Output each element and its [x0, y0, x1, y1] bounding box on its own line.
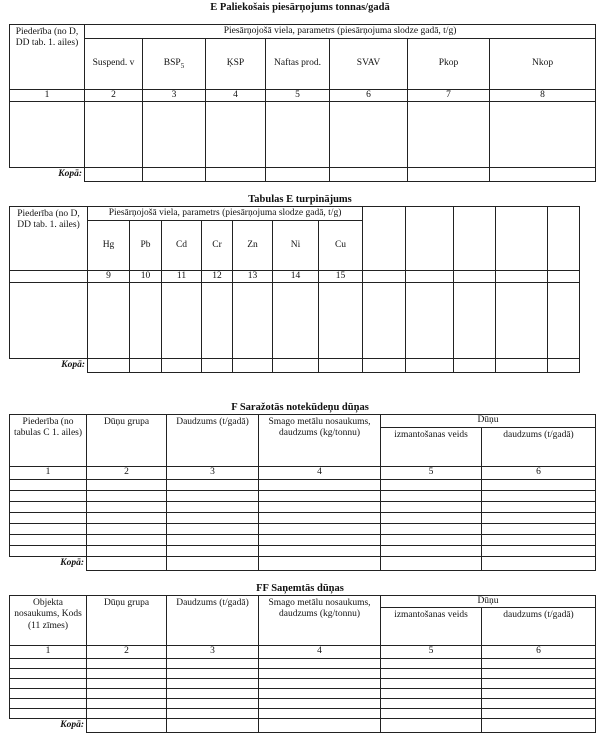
col-number: 1 [10, 467, 87, 480]
table-e-cont-header-cr: Cr [202, 221, 233, 271]
table-cell[interactable] [454, 283, 496, 359]
total-cell[interactable] [162, 359, 202, 373]
table-cell[interactable] [10, 513, 87, 524]
table-row[interactable] [10, 502, 596, 513]
table-cell[interactable] [167, 491, 259, 502]
total-cell[interactable] [85, 168, 143, 182]
table-e-cont [9, 206, 580, 373]
table-cell[interactable] [259, 535, 381, 546]
table-cell[interactable] [202, 283, 233, 359]
table-cell[interactable] [167, 480, 259, 491]
table-cell [496, 271, 548, 283]
table-cell[interactable] [496, 283, 548, 359]
table-row[interactable] [10, 658, 596, 668]
col-number: 12 [202, 271, 233, 283]
col-number: 6 [482, 467, 596, 480]
total-cell[interactable] [408, 168, 490, 182]
table-f-col3-header: Smago metālu nosaukums, daudzums (kg/tonnu) [259, 415, 381, 467]
table-cell[interactable] [406, 283, 454, 359]
table-e-cont-header-pb: Pb [130, 221, 162, 271]
total-cell[interactable] [88, 359, 130, 373]
col-number: 9 [88, 271, 130, 283]
total-label: Kopā: [60, 719, 84, 730]
total-cell[interactable] [167, 557, 259, 571]
table-e-header-ksp: ĶSP [206, 39, 266, 90]
total-cell[interactable] [143, 168, 206, 182]
total-label: Kopā: [58, 169, 82, 180]
total-cell[interactable] [548, 359, 580, 373]
table-cell [406, 271, 454, 283]
total-cell[interactable] [259, 718, 381, 732]
table-cell [10, 271, 88, 283]
table-f-col1-header: Dūņu grupa [87, 415, 167, 467]
table-cell[interactable] [259, 524, 381, 535]
table-cell[interactable] [259, 658, 381, 668]
table-cell[interactable] [10, 678, 87, 688]
table-cell[interactable] [259, 480, 381, 491]
table-cell[interactable] [167, 546, 259, 557]
total-cell[interactable] [406, 359, 454, 373]
table-e-cont-group-header: Piesārņojošā viela, parametrs (piesārņojuma slodze gadā, t/g) [88, 207, 363, 221]
table-cell[interactable] [259, 678, 381, 688]
col-number: 7 [408, 90, 490, 102]
table-cell[interactable] [87, 708, 167, 718]
table-cell[interactable] [482, 708, 596, 718]
table-e-cont-total-row [10, 359, 580, 373]
col-number: 11 [162, 271, 202, 283]
total-cell[interactable] [381, 718, 482, 732]
table-cell[interactable] [259, 708, 381, 718]
total-cell[interactable] [482, 557, 596, 571]
table-e-header-svav: SVAV [330, 39, 408, 90]
total-cell[interactable] [87, 718, 167, 732]
table-cell[interactable] [482, 491, 596, 502]
table-cell[interactable] [10, 491, 87, 502]
table-f-number-row [10, 467, 596, 480]
table-cell[interactable] [482, 524, 596, 535]
table-cell[interactable] [87, 502, 167, 513]
table-cell[interactable] [482, 688, 596, 698]
table-cell[interactable] [381, 658, 482, 668]
table-cell[interactable] [381, 678, 482, 688]
table-cell[interactable] [482, 480, 596, 491]
table-cell[interactable] [482, 546, 596, 557]
table-cell[interactable] [381, 535, 482, 546]
table-row[interactable] [10, 688, 596, 698]
table-e-data-row[interactable] [10, 102, 596, 168]
table-row[interactable] [10, 546, 596, 557]
total-cell[interactable] [206, 168, 266, 182]
col-number: 5 [381, 646, 482, 658]
table-cell[interactable] [10, 658, 87, 668]
total-cell[interactable] [266, 168, 330, 182]
total-cell[interactable] [87, 557, 167, 571]
col-number: 6 [330, 90, 408, 102]
table-cell[interactable] [548, 283, 580, 359]
table-ff-col0-header: Objekta nosaukums, Kods (11 zīmes) [10, 596, 87, 646]
table-cell[interactable] [454, 207, 496, 271]
table-cell[interactable] [167, 678, 259, 688]
total-cell[interactable] [319, 359, 363, 373]
table-cell[interactable] [87, 546, 167, 557]
table-cell[interactable] [408, 102, 490, 168]
table-cell[interactable] [363, 207, 406, 271]
col-number: 13 [233, 271, 273, 283]
table-cell[interactable] [87, 513, 167, 524]
table-e-cont-title: Tabulas E turpinājums [248, 194, 352, 205]
table-cell[interactable] [381, 708, 482, 718]
table-ff-col3-header: Smago metālu nosaukums, daudzums (kg/tonnu) [259, 596, 381, 646]
table-e-header-suspend: Suspend. v [85, 39, 143, 90]
total-cell[interactable] [233, 359, 273, 373]
col-number: 5 [266, 90, 330, 102]
table-cell[interactable] [381, 513, 482, 524]
table-cell[interactable] [167, 513, 259, 524]
table-cell[interactable] [330, 102, 408, 168]
table-cell[interactable] [87, 658, 167, 668]
table-cell[interactable] [206, 102, 266, 168]
table-cell[interactable] [381, 698, 482, 708]
table-cell[interactable] [363, 283, 406, 359]
col-number: 2 [87, 646, 167, 658]
table-cell[interactable] [162, 283, 202, 359]
table-cell[interactable] [266, 102, 330, 168]
table-cell[interactable] [381, 688, 482, 698]
table-cell [548, 271, 580, 283]
table-row[interactable] [10, 524, 596, 535]
table-ff-group-header: Dūņu [381, 596, 596, 608]
table-row[interactable] [10, 678, 596, 688]
table-cell[interactable] [406, 207, 454, 271]
table-ff-number-row [10, 646, 596, 658]
table-cell[interactable] [259, 502, 381, 513]
total-cell[interactable] [482, 718, 596, 732]
total-cell[interactable] [490, 168, 596, 182]
table-row[interactable] [10, 535, 596, 546]
table-cell[interactable] [381, 668, 482, 678]
table-cell[interactable] [167, 708, 259, 718]
table-f-col5-header: daudzums (t/gadā) [482, 428, 596, 467]
table-row[interactable] [10, 668, 596, 678]
total-cell[interactable] [167, 718, 259, 732]
table-row[interactable] [10, 698, 596, 708]
table-e-cont-header-cd: Cd [162, 221, 202, 271]
table-row[interactable] [10, 513, 596, 524]
table-cell[interactable] [87, 678, 167, 688]
table-f [9, 414, 596, 571]
total-label: Kopā: [61, 360, 85, 371]
table-cell [363, 271, 406, 283]
table-cell[interactable] [259, 491, 381, 502]
table-e-cont-header-ni: Ni [273, 221, 319, 271]
table-e-cont-number-row [10, 271, 580, 283]
total-cell[interactable] [454, 359, 496, 373]
table-cell[interactable] [482, 698, 596, 708]
col-number: 3 [143, 90, 206, 102]
col-number: 8 [490, 90, 596, 102]
table-e-header-pkop: Pkop [408, 39, 490, 90]
total-cell[interactable] [330, 168, 408, 182]
table-cell[interactable] [381, 480, 482, 491]
total-cell[interactable] [259, 557, 381, 571]
table-f-col0-header: Piederība (no tabulas C 1. ailes) [10, 415, 87, 467]
table-e-cont-header-zn: Zn [233, 221, 273, 271]
table-cell[interactable] [167, 524, 259, 535]
table-cell[interactable] [87, 524, 167, 535]
total-cell[interactable] [381, 557, 482, 571]
table-cell[interactable] [10, 546, 87, 557]
table-f-group-header: Dūņu [381, 415, 596, 428]
table-cell[interactable] [143, 102, 206, 168]
col-number: 10 [130, 271, 162, 283]
table-cell[interactable] [167, 535, 259, 546]
table-ff-total-row [10, 718, 596, 732]
table-cell[interactable] [482, 658, 596, 668]
table-cell[interactable] [482, 535, 596, 546]
table-cell[interactable] [10, 524, 87, 535]
table-cell[interactable] [87, 491, 167, 502]
table-e-cont-header-cu: Cu [319, 221, 363, 271]
col-number: 3 [167, 646, 259, 658]
table-cell[interactable] [87, 668, 167, 678]
table-cell[interactable] [87, 480, 167, 491]
table-cell[interactable] [130, 283, 162, 359]
col-number: 4 [259, 467, 381, 480]
total-cell[interactable] [363, 359, 406, 373]
table-cell[interactable] [10, 535, 87, 546]
table-cell [454, 271, 496, 283]
table-cell[interactable] [10, 708, 87, 718]
table-cell[interactable] [88, 283, 130, 359]
table-cell[interactable] [259, 668, 381, 678]
table-cell[interactable] [482, 668, 596, 678]
table-cell[interactable] [259, 513, 381, 524]
table-cell[interactable] [381, 524, 482, 535]
table-cell[interactable] [233, 283, 273, 359]
table-e-cont-data-row[interactable] [10, 283, 580, 359]
table-e-group-header: Piesārņojošā viela, parametrs (piesārņojuma slodze gadā, t/g) [85, 25, 596, 39]
table-e [9, 24, 596, 182]
total-label: Kopā: [60, 558, 84, 569]
table-f-title: F Saražotās notekūdeņu dūņas [231, 402, 369, 413]
table-cell[interactable] [10, 102, 85, 168]
table-cell[interactable] [496, 207, 548, 271]
col-number: 5 [381, 467, 482, 480]
table-cell[interactable] [167, 688, 259, 698]
table-cell[interactable] [482, 502, 596, 513]
col-number: 14 [273, 271, 319, 283]
col-number: 15 [319, 271, 363, 283]
table-cell[interactable] [10, 283, 88, 359]
table-cell[interactable] [167, 502, 259, 513]
table-e-number-row [10, 90, 596, 102]
table-cell[interactable] [167, 668, 259, 678]
total-cell[interactable] [130, 359, 162, 373]
total-cell[interactable] [202, 359, 233, 373]
table-row[interactable] [10, 480, 596, 491]
table-e-cont-header-hg: Hg [88, 221, 130, 271]
table-cell[interactable] [319, 283, 363, 359]
col-number: 2 [87, 467, 167, 480]
table-f-col2-header: Daudzums (t/gadā) [167, 415, 259, 467]
table-cell[interactable] [87, 688, 167, 698]
table-cell[interactable] [10, 688, 87, 698]
table-ff [9, 595, 596, 733]
table-cell[interactable] [167, 698, 259, 708]
table-ff-col1-header: Dūņu grupa [87, 596, 167, 646]
col-number: 6 [482, 646, 596, 658]
table-e-header-naftas: Naftas prod. [266, 39, 330, 90]
table-f-col4-header: izmantošanas veids [381, 428, 482, 467]
col-number: 4 [259, 646, 381, 658]
table-ff-title: FF Saņemtās dūņas [256, 583, 344, 594]
table-cell[interactable] [381, 546, 482, 557]
table-cell[interactable] [87, 698, 167, 708]
table-cell[interactable] [10, 698, 87, 708]
table-f-total-row [10, 557, 596, 571]
col-number: 1 [10, 90, 85, 102]
table-cell[interactable] [259, 698, 381, 708]
table-e-title: E Paliekošais piesārņojums tonnas/gadā [210, 2, 390, 13]
table-e-header-nkop: Nkop [490, 39, 596, 90]
table-cell[interactable] [381, 491, 482, 502]
table-cell[interactable] [259, 688, 381, 698]
col-number: 1 [10, 646, 87, 658]
table-ff-col2-header: Daudzums (t/gadā) [167, 596, 259, 646]
table-cell[interactable] [381, 502, 482, 513]
table-row[interactable] [10, 708, 596, 718]
table-cell[interactable] [273, 283, 319, 359]
table-e-cont-col0-header: Piederība (no D, DD tab. 1. ailes) [10, 207, 88, 271]
table-cell[interactable] [10, 502, 87, 513]
table-row[interactable] [10, 491, 596, 502]
table-cell[interactable] [167, 658, 259, 668]
table-cell[interactable] [259, 546, 381, 557]
table-e-total-row [10, 168, 596, 182]
table-cell[interactable] [10, 668, 87, 678]
table-ff-col5-header: daudzums (t/gadā) [482, 608, 596, 646]
col-number: 3 [167, 467, 259, 480]
table-cell[interactable] [85, 102, 143, 168]
table-cell[interactable] [10, 480, 87, 491]
table-cell[interactable] [490, 102, 596, 168]
table-cell[interactable] [548, 207, 580, 271]
table-e-col0-header: Piederība (no D, DD tab. 1. ailes) [10, 25, 85, 90]
table-ff-col4-header: izmantošanas veids [381, 608, 482, 646]
table-cell[interactable] [87, 535, 167, 546]
table-cell[interactable] [482, 678, 596, 688]
table-e-header-bsp: $BSP_5$ [143, 39, 206, 90]
col-number: 2 [85, 90, 143, 102]
table-cell[interactable] [482, 513, 596, 524]
total-cell[interactable] [496, 359, 548, 373]
total-cell[interactable] [273, 359, 319, 373]
col-number: 4 [206, 90, 266, 102]
